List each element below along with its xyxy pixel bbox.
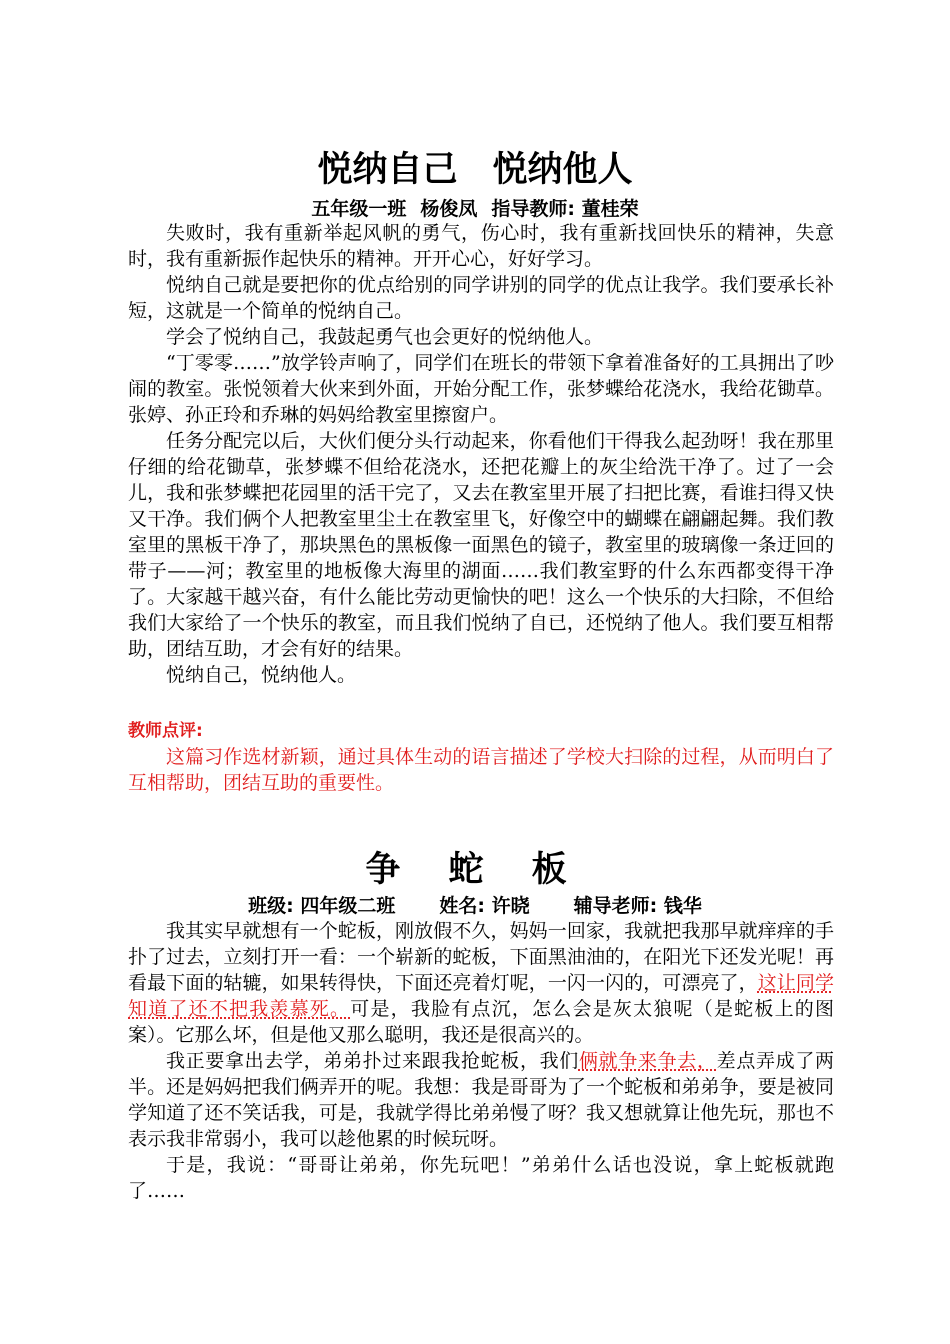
essay2-body (128, 918, 834, 1204)
teacher-comment-label: 教师点评: (128, 721, 203, 741)
essay2-p2-text-cont: 差点弄成了两半。还是妈妈把我们俩弄开的呢。我想：我是哥哥为了一个蛇板和弟弟争，要是被同学知道了还不笑话我，可是，我就学得比弟弟慢了呀？我又想就算让他先玩，那也不表示我非常弱小，我可以趁他累的时候玩呀。 (128, 1050, 834, 1150)
essay1-class: 五年级一班 (311, 198, 407, 220)
essay2-title: 争 蛇 板 (365, 850, 585, 890)
essay2-p1-text-cont: 可是，我脸有点沉，怎么会是灰太狼呢（是蛇板上的图案）。它那么坏，但是他又那么聪明，我还是很高兴的。 (128, 998, 834, 1046)
essay1-title: 悦纳自己 悦纳他人 (317, 150, 633, 190)
essay2-byline (0, 893, 950, 919)
essay2-teacher: 钱华 (663, 895, 702, 917)
essay1-paragraph: 悦纳自己就是要把你的优点给别的同学讲别的同学的优点让我学。我们要承长补短，这就是一个简单的悦纳自己。 (128, 274, 834, 322)
essay2-class-label: 班级: (248, 895, 294, 917)
essay2-paragraph (128, 918, 834, 1048)
essay1-author: 杨俊凤 (420, 198, 478, 220)
essay1-byline (0, 196, 950, 222)
essay2-p1-marked-text: 这让同学知道了还不把我羡慕死。 (128, 972, 834, 1020)
essay1-paragraph: 失败时，我有重新举起风帆的勇气，伤心时，我有重新找回快乐的精神，失意时，我有重新振作起快乐的精神。开开心心，好好学习。 (128, 222, 834, 270)
essay1-paragraph: “丁零零……”放学铃声响了，同学们在班长的带领下拿着准备好的工具拥出了吵闹的教室。张悦领着大伙来到外面，开始分配工作，张梦蝶给花浇水，我给花锄草。张婷、孙正玲和乔琳的妈妈给教室里擦窗户。 (128, 352, 834, 426)
essay1-body (128, 220, 834, 688)
essay1-paragraph: 悦纳自己，悦纳他人。 (166, 664, 357, 686)
teacher-comment-text: 这篇习作选材新颖，通过具体生动的语言描述了学校大扫除的过程，从而明白了互相帮助，团结互助的重要性。 (128, 746, 834, 794)
essay2-name: 许晓 (491, 895, 530, 917)
essay2-p1-text: 我其实早就想有一个蛇板，刚放假不久，妈妈一回家，我就把我那早就痒痒的手扑了过去，立刻打开一看：一个崭新的蛇板，下面黑油油的，在阳光下还发光呢！再看最下面的轱辘，如果转得快，下面还亮着灯呢，一闪一闪的，可漂亮了， (128, 920, 834, 994)
essay2-paragraph: 于是，我说：“哥哥让弟弟，你先玩吧！”弟弟什么话也没说，拿上蛇板就跑了…… (128, 1154, 834, 1202)
essay1-teacher: 董桂荣 (581, 198, 639, 220)
essay2-teacher-label: 辅导老师: (573, 895, 658, 917)
essay1-paragraph: 学会了悦纳自己，我鼓起勇气也会更好的悦纳他人。 (166, 326, 604, 348)
teacher-comment (128, 744, 834, 796)
essay2-name-label: 姓名: (439, 895, 485, 917)
essay2-p2-marked-text: 俩就争来争去， (578, 1050, 717, 1072)
essay1-teacher-label: 指导教师: (491, 198, 575, 220)
essay2-class: 四年级二班 (300, 895, 396, 917)
essay1-paragraph: 任务分配完以后，大伙们便分头行动起来，你看他们干得我么起劲呀！我在那里仔细的给花锄草，张梦蝶不但给花浇水，还把花瓣上的灰尘给洗干净了。过了一会儿，我和张梦蝶把花园里的活干完了，又去在教室里开展了扫把比赛，看谁扫得又快又干净。我们俩个人把教室里尘土在教室里飞，好像空中的蝴蝶在翩翩起舞。我们教室里的黑板干净了，那块黑色的黑板像一面黑色的镜子，教室里的玻璃像一条迂回的带子——河；教室里的地板像大海里的湖面……我们教室野的什么东西都变得干净了。大家越干越兴奋，有什么能比劳动更愉快的吧！这么一个快乐的大扫除，不但给我们大家给了一个快乐的教室，而且我们悦纳了自已，还悦纳了他人。我们要互相帮助，团结互助，才会有好的结果。 (128, 430, 834, 660)
essay2-paragraph (128, 1048, 834, 1152)
essay2-p2-text: 我正要拿出去学，弟弟扑过来跟我抢蛇板，我们 (166, 1050, 579, 1072)
